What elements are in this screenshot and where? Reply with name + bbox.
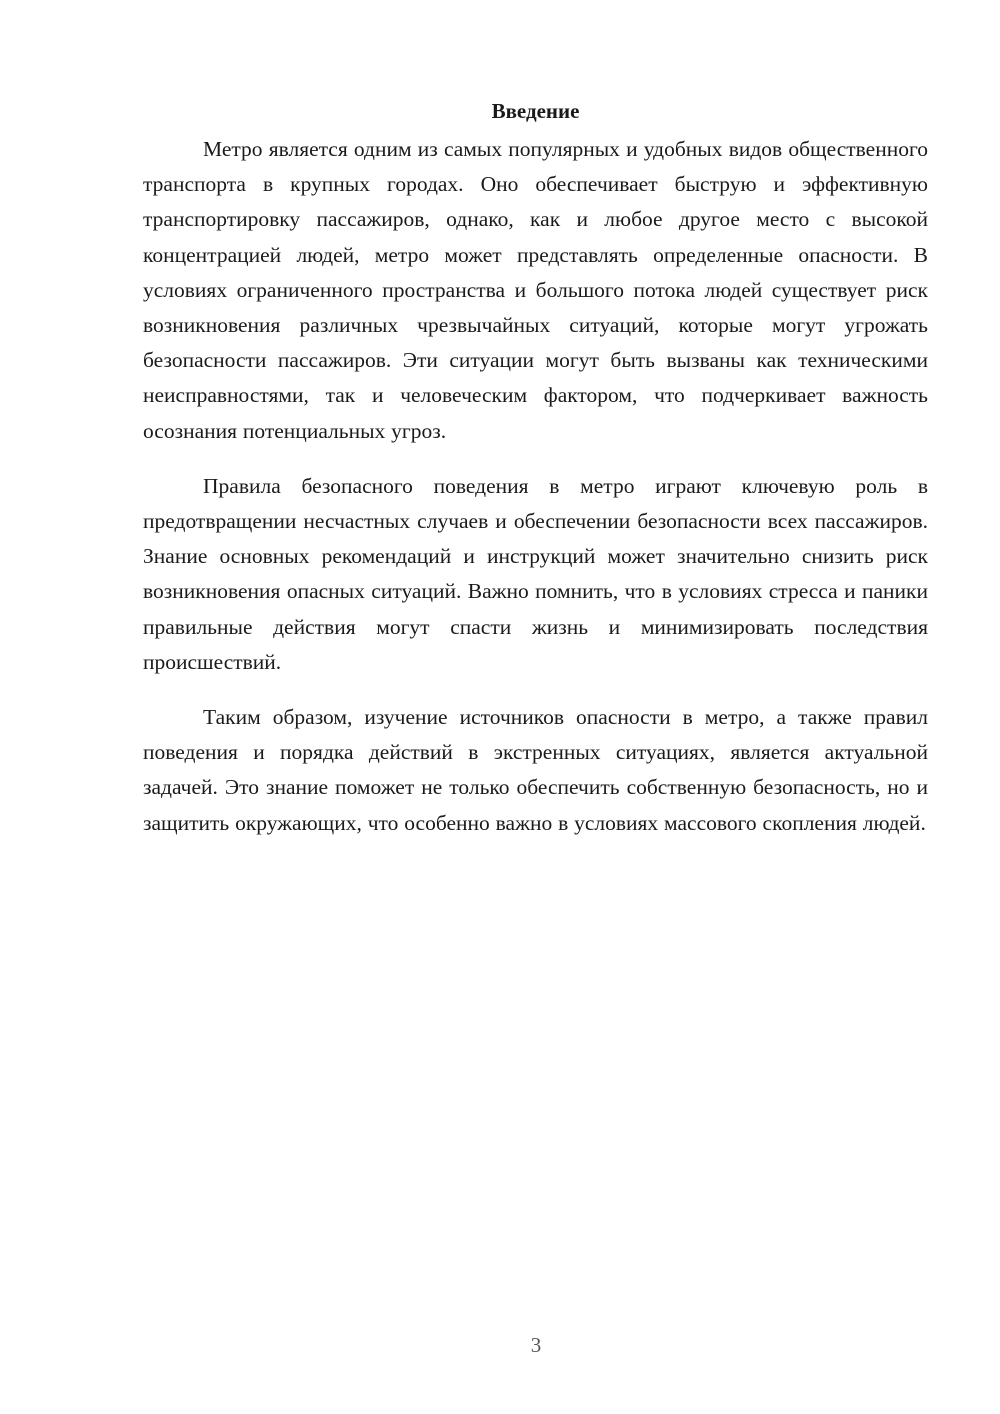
paragraph-2: Правила безопасного поведения в метро играют ключевую роль в предотвращении несчастных случаев и обеспечении безопасности всех пассажиров. Знание основных рекомендаций и инструкций может значительно снизить риск возникновения опасных ситуаций. Важно помнить, что в условиях стресса и паники правильные действия могут спасти жизнь и минимизировать последствия происшествий. (143, 473, 928, 674)
paragraph-3: Таким образом, изучение источников опасности в метро, а также правил поведения и порядка действий в экстренных ситуациях, является актуальной задачей. Это знание поможет не только обеспечить собственную безопасность, но и защитить окружающих, что особенно важно в условиях массового скопления людей. (143, 705, 928, 835)
page-number: 3 (530, 1333, 542, 1357)
paragraph-1: Метро является одним из самых популярных и удобных видов общественного транспорта в крупных городах. Оно обеспечивает быструю и эффективную транспортировку пассажиров, однако, как и любое другое место с высокой концентрацией людей, метро может представлять определенные опасности. В условиях ограниченного пространства и большого потока людей существует риск возникновения различных чрезвычайных ситуаций, которые могут угрожать безопасности пассажиров. Эти ситуации могут быть вызваны как техническими неисправностями, так и человеческим фактором, что подчеркивает важность осознания потенциальных угроз. (143, 137, 928, 443)
section-title: Введение (491, 99, 580, 123)
page-content (143, 96, 928, 861)
